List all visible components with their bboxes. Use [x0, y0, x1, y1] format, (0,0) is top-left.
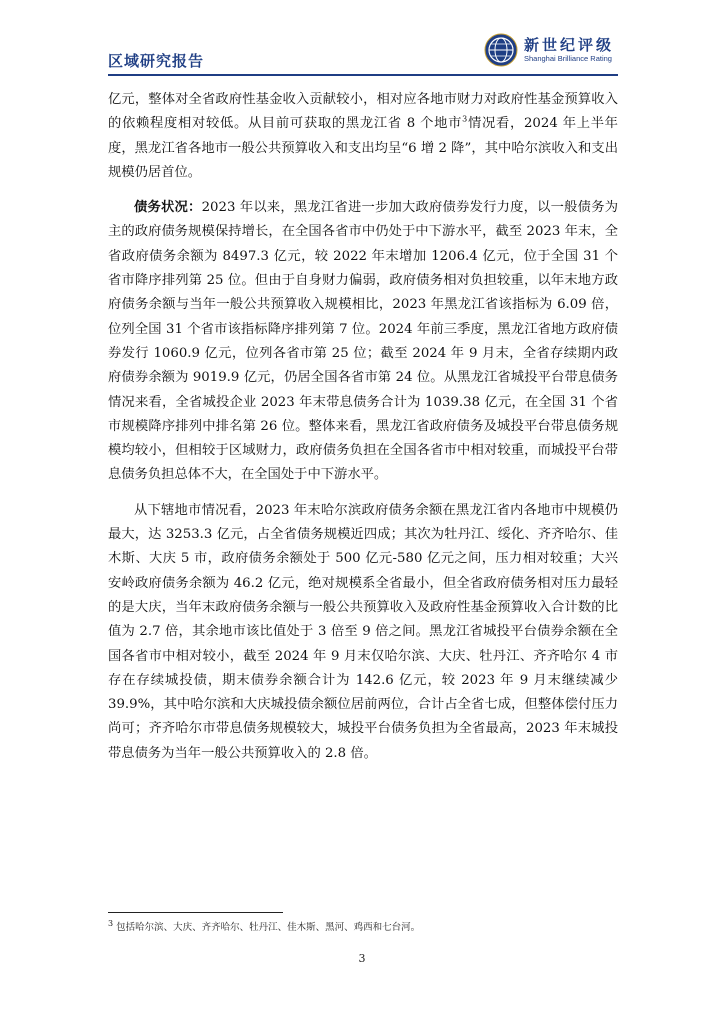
paragraph-city-debt: 从下辖地市情况看，2023 年末哈尔滨政府债务余额在黑龙江省内各地市中规模仍最大，达 3253.3 亿元，占全省债务规模近四成；其次为牡丹江、绥化、齐齐哈尔、佳木斯、大庆 5 市，政府债务余额处于 500 亿元-580 亿元之间，压力相对较重；大兴安岭政府债务余额为 46.2 亿元，绝对规模系全省最小，但全省政府债务相对压力最轻的是大庆，当年末政府债务余额与一般公共预算收入及政府性基金预算收入合计数的比值为 2.7 倍，其余地市该比值处于 3 倍至 9 倍之间。黑龙江省城投平台债券余额在全国各省市中相对较小，截至 2024 年 9 月末仅哈尔滨、大庆、牡丹江、齐齐哈尔 4 市存在存续城投债，期末债券余额合计为 142.6 亿元，较 2023 年 9 月末继续减少 39.9%，其中哈尔滨和大庆城投债余额位居前两位，合计占全省七成，但整体偿付压力尚可；齐齐哈尔市带息债务规模较大，城投平台债务负担为全省最高，2023 年末城投带息债务为当年一般公共预算收入的 2.8 倍。 [108, 502, 618, 761]
report-body [108, 88, 618, 766]
debt-status-heading: 债务状况： [134, 200, 202, 216]
paragraph-fund-revenue [108, 88, 618, 185]
page-number: 3 [358, 952, 366, 965]
logo-chinese-name: 新世纪评级 [523, 36, 614, 54]
footnote-reference[interactable]: 3 [462, 114, 468, 124]
paragraph-text: 亿元，整体对全省政府性基金收入贡献较小，相对应各地市财力对政府性基金预算收入的依赖程度相对较低。从目前可获取的黑龙江省 8 个地市 [108, 92, 618, 132]
paragraph-text: 情况看，2024 年上半年度，黑龙江省各地市一般公共预算收入和支出均呈“6 增 2 降”，其中哈尔滨收入和支出规模仍居首位。 [108, 116, 618, 180]
footnote-text: 包括哈尔滨、大庆、齐齐哈尔、牡丹江、佳木斯、黑河、鸡西和七台河。 [113, 922, 421, 933]
logo-english-name: Shanghai Brilliance Rating [523, 54, 612, 63]
brand-logo [484, 30, 614, 70]
paragraph-debt-status [108, 196, 618, 488]
footnote-divider [108, 912, 283, 913]
footnote-marker: 3 [108, 918, 114, 928]
page-header [108, 30, 618, 76]
section-title: 区域研究报告 [108, 52, 205, 70]
footnote [108, 918, 618, 934]
globe-emblem-icon [484, 33, 518, 67]
paragraph-text: 2023 年以来，黑龙江省进一步加大政府债券发行力度，以一般债务为主的政府债务规模保持增长，在全国各省市中仍处于中下游水平，截至 2023 年末，全省政府债务余额为 8497.3 亿元，较 2022 年末增加 1206.4 亿元，位于全国 31 个省市降序排列第 25 位。但由于自身财力偏弱，政府债务相对负担较重，以年末地方政府债务余额与当年一般公共预算收入规模相比，2023 年黑龙江省该指标为 6.09 倍，位列全国 31 个省市该指标降序排列第 7 位。2024 年前三季度，黑龙江省地方政府债券发行 1060.9 亿元，位列各省市第 25 位；截至 2024 年 9 月末，全省存续期内政府债券余额为 9019.9 亿元，仍居全国各省市第 24 位。从黑龙江省城投平台带息债务情况来看，全省城投企业 2023 年末带息债务合计为 1039.38 亿元，在全国 31 个省市规模降序排列中排名第 26 位。整体来看，黑龙江省政府债务及城投平台带息债务规模均较小，但相较于区域财力，政府债务负担在全国各省市中相对较重，而城投平台带息债务负担总体不大，在全国处于中下游水平。 [108, 200, 619, 483]
